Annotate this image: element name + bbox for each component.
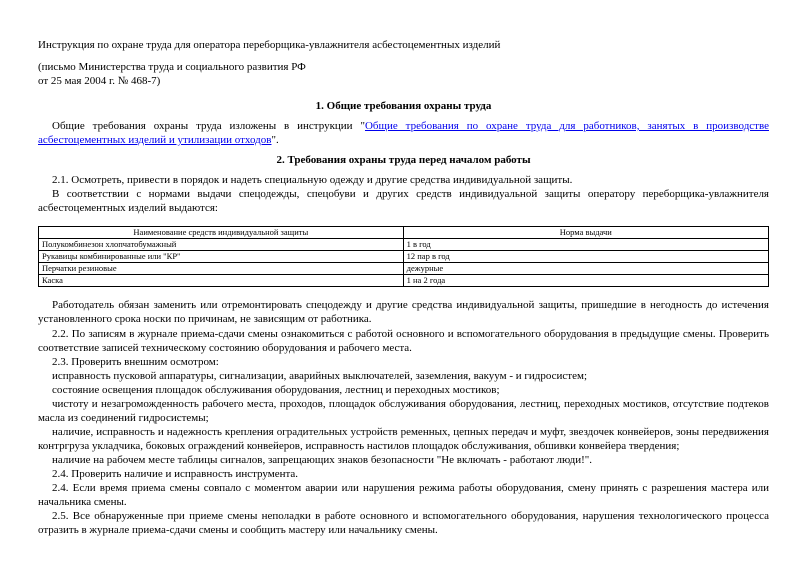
paragraph-check-apparatus: исправность пусковой аппаратуры, сигнализации, аварийных выключателей, заземления, вакуум - и гидросистем; bbox=[52, 370, 588, 382]
paragraph-2-1: 2.1. Осмотреть, привести в порядок и надеть специальную одежду и другие средства индивидуальной защиты. bbox=[52, 174, 573, 186]
table-header-cell: Наименование средств индивидуальной защиты bbox=[39, 227, 404, 239]
table-row bbox=[39, 263, 769, 275]
paragraph-ppe-intro: В соответствии с нормами выдачи спецодежды, спецобуви и других средств индивидуальной защиты оператору переборщика-увлажнителя асбестоцементных изделий выдаются: bbox=[38, 188, 769, 214]
section-1-heading: 1. Общие требования охраны труда bbox=[315, 100, 492, 112]
table-cell: Полукомбинезон хлопчатобумажный bbox=[39, 239, 404, 251]
table-row bbox=[39, 275, 769, 287]
paragraph-2-5: 2.5. Все обнаруженные при приеме смены неполадки в работе основного и вспомогательного оборудования, нарушения технологического процесса отразить в журнале приема-сдачи смены и сообщить мастеру или начальнику смены. bbox=[38, 510, 769, 536]
table-header-row bbox=[39, 227, 769, 239]
ppe-norms-table bbox=[38, 226, 769, 287]
source-letter-line-1: (письмо Министерства труда и социального развития РФ bbox=[38, 61, 306, 73]
section-1-paragraph bbox=[38, 119, 769, 147]
section-1-text-after: ". bbox=[271, 134, 279, 146]
table-row bbox=[39, 251, 769, 263]
document-title: Инструкция по охране труда для оператора переборщика-увлажнителя асбестоцементных изделий bbox=[38, 39, 501, 51]
table-cell: 12 пар в год bbox=[403, 251, 768, 263]
table-header-cell: Норма выдачи bbox=[403, 227, 768, 239]
paragraph-check-guards: наличие, исправность и надежность крепления оградительных устройств ременных, цепных передач и муфт, звездочек конвейеров, зоны передвижения контргруза укладчика, боковых ограждений конвейеров, исправность настилов площадок обслуживания, обшивки конвейера твердения; bbox=[38, 426, 769, 452]
paragraph-2-4-tools: 2.4. Проверить наличие и исправность инструмента. bbox=[52, 468, 299, 480]
section-1-text-before: Общие требования охраны труда изложены в инструкции " bbox=[52, 120, 365, 132]
paragraph-2-4-accident: 2.4. Если время приема смены совпало с моментом аварии или нарушения режима работы оборудования, смену принять с разрешения мастера или начальника смены. bbox=[38, 482, 769, 508]
table-cell: 1 на 2 года bbox=[403, 275, 768, 287]
paragraph-check-lighting: состояние освещения площадок обслуживания оборудования, лестниц и переходных мостиков; bbox=[52, 384, 500, 396]
paragraph-2-2: 2.2. По записям в журнале приема-сдачи смены ознакомиться с работой основного и вспомогательного оборудования в предыдущие смены. Проверить соответствие записей техническому состоянию оборудования и рабочего места. bbox=[38, 328, 769, 354]
table-cell: Перчатки резиновые bbox=[39, 263, 404, 275]
table-cell: Каска bbox=[39, 275, 404, 287]
paragraph-2-3: 2.3. Проверить внешним осмотром: bbox=[52, 356, 219, 368]
section-2-heading: 2. Требования охраны труда перед началом работы bbox=[276, 154, 531, 166]
table-cell: дежурные bbox=[403, 263, 768, 275]
source-letter-line-2: от 25 мая 2004 г. № 468-7) bbox=[38, 75, 161, 87]
paragraph-replacement-obligation: Работодатель обязан заменить или отремонтировать спецодежду и другие средства индивидуальной защиты, пришедшие в негодность до истечения установленного срока носки по причинам, не зависящим от работника. bbox=[38, 299, 769, 325]
table-cell: 1 в год bbox=[403, 239, 768, 251]
paragraph-check-signs: наличие на рабочем месте таблицы сигналов, запрещающих знаков безопасности "Не включать - работают люди!". bbox=[52, 454, 593, 466]
general-requirements-link[interactable]: Общие требования по охране труда для работников, занятых в производстве асбестоцементных изделий и утилизации отходов bbox=[38, 120, 769, 146]
paragraph-check-cleanliness: чистоту и незагроможденность рабочего места, проходов, площадок обслуживания оборудования, лестниц, переходных мостиков, отсутствие подтеков масла из соединений гидросистемы; bbox=[38, 398, 769, 424]
table-cell: Рукавицы комбинированные или "КР" bbox=[39, 251, 404, 263]
table-row bbox=[39, 239, 769, 251]
